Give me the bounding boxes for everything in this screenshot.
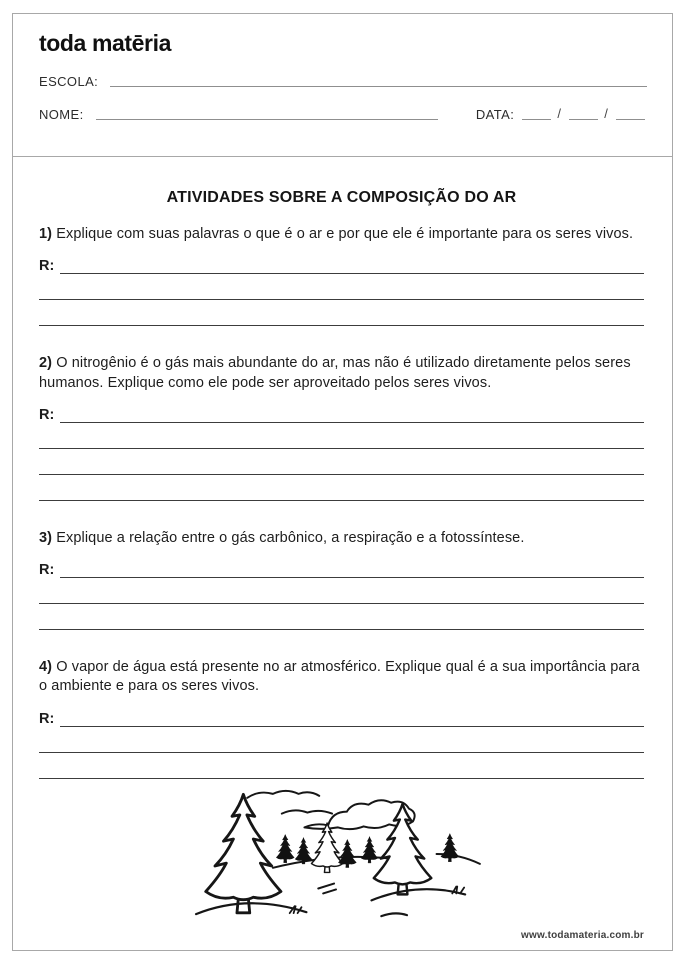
answer-line[interactable] — [39, 753, 644, 779]
answer-prefix: R: — [39, 710, 55, 727]
small-pine-trees — [276, 833, 458, 867]
answer-row — [39, 706, 644, 727]
question-1 — [39, 225, 644, 326]
answer-line[interactable] — [39, 423, 644, 449]
question-number: 2) — [39, 355, 53, 372]
school-field-row — [39, 73, 647, 89]
date-slash: / — [557, 106, 562, 121]
question-number: 3) — [39, 529, 53, 546]
worksheet-title: ATIVIDADES SOBRE A COMPOSIÇÃO DO AR — [166, 189, 517, 206]
answer-row — [39, 402, 644, 423]
answer-prefix: R: — [39, 258, 55, 275]
answer-line[interactable] — [60, 711, 644, 727]
pine-forest-illustration — [186, 785, 486, 923]
date-month-line[interactable] — [569, 106, 598, 120]
question-number: 4) — [39, 659, 53, 676]
answer-line[interactable] — [39, 727, 644, 753]
question-text: 2) O nitrogênio é o gás mais abundante do ar, mas não é utilizado diretamente pelos seres humanos. Explique como ele pode ser aproveitado pelos seres vivos. — [39, 355, 631, 391]
pine-tree-icon — [205, 794, 280, 913]
answer-line[interactable] — [39, 300, 644, 326]
question-2 — [39, 354, 644, 501]
answer-line[interactable] — [60, 562, 644, 578]
worksheet-page — [12, 13, 673, 951]
date-slash: / — [604, 106, 608, 121]
answer-line[interactable] — [60, 407, 644, 423]
answer-line[interactable] — [60, 258, 644, 274]
name-input-line[interactable] — [96, 106, 438, 120]
question-text: 1) Explique com suas palavras o que é o ar e por que ele é importante para os seres vivos. — [39, 226, 634, 242]
date-day-line[interactable] — [522, 106, 551, 120]
answer-prefix: R: — [39, 562, 55, 579]
questions-list — [39, 225, 644, 779]
answer-line[interactable] — [39, 449, 644, 475]
website-url: www.todamateria.com.br — [521, 930, 644, 941]
cloud-icon — [247, 791, 414, 829]
answer-line[interactable] — [39, 578, 644, 604]
question-text: 4) O vapor de água está presente no ar atmosférico. Explique qual é a sua importância para o ambiente e para os seres vivos. — [39, 659, 640, 695]
question-number: 1) — [39, 226, 53, 242]
answer-row — [39, 557, 644, 578]
header — [13, 30, 672, 157]
answer-line[interactable] — [39, 475, 644, 501]
question-text: 3) Explique a relação entre o gás carbônico, a respiração e a fotossíntese. — [39, 529, 525, 546]
answer-line[interactable] — [39, 604, 644, 630]
school-label: ESCOLA: — [39, 74, 99, 89]
answer-line[interactable] — [39, 274, 644, 300]
date-year-line[interactable] — [616, 106, 645, 120]
name-field-row — [39, 106, 647, 122]
brand-logo: toda matēria — [39, 30, 171, 56]
name-label: NOME: — [39, 107, 84, 122]
question-4 — [39, 658, 644, 779]
worksheet-body — [13, 189, 672, 923]
date-label: DATA: — [475, 107, 515, 122]
answer-row — [39, 253, 644, 274]
school-input-line[interactable] — [110, 73, 647, 87]
landscape-drawing — [186, 785, 486, 923]
pine-tree-icon — [311, 823, 342, 872]
answer-prefix: R: — [39, 406, 55, 423]
question-3 — [39, 529, 644, 630]
